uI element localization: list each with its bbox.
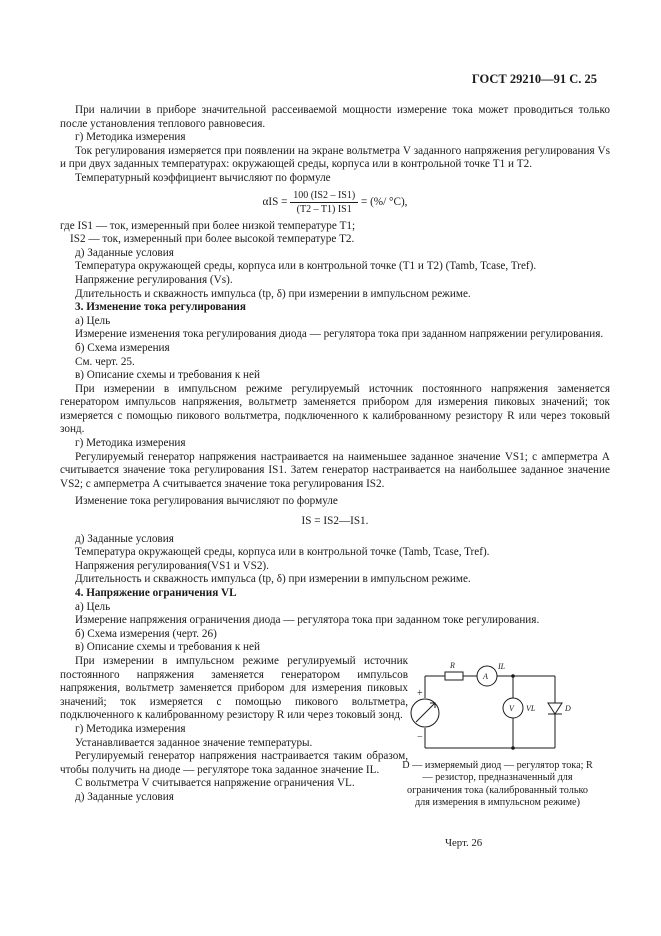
list-item: г) Методика измерения: [75, 437, 186, 450]
label-plus: +: [417, 688, 423, 699]
figure-number: Черт. 26: [445, 837, 483, 849]
formula-left: αIS =: [262, 195, 288, 208]
paragraph: Длительность и скважность импульса (tp, δ) при измерении в импульсном режиме.: [75, 573, 471, 586]
paragraph: Температура окружающей среды, корпуса или в контрольной точке (Tamb, Tcase, Tref).: [75, 546, 490, 559]
list-item: б) Схема измерения: [75, 341, 170, 354]
paragraph: См. черт. 25.: [75, 355, 135, 368]
paragraph: Изменение тока регулирования вычисляют по формуле: [75, 495, 338, 508]
paragraph: Измерение напряжения ограничения диода — регулятора тока при заданном токе регулирования.: [75, 614, 540, 627]
formula-right: = (%/ °C),: [360, 195, 408, 208]
list-item: д) Заданные условия: [75, 532, 174, 545]
definition: IS2 — ток, измеренный при более высокой температуре T2.: [70, 233, 355, 246]
figure-caption: D — измеряемый диод — регулятор тока; R — резистор, предназначенный для ограничения тока (калиброванный только для измерения в импульсном режиме): [402, 760, 593, 809]
junction-dot: [511, 674, 515, 678]
junction-dot: [511, 746, 515, 750]
page-header: ГОСТ 29210—91 С. 25: [471, 72, 597, 86]
list-item: в) Описание схемы и требования к ней: [75, 369, 260, 382]
formula-fraction: [290, 190, 358, 215]
definition: где IS1 — ток, измеренный при более низкой температуре T1;: [60, 219, 356, 232]
list-item: б) Схема измерения (черт. 26): [75, 627, 217, 640]
paragraph: Температура окружающей среды, корпуса или в контрольной точке (T1 и T2) (Tamb, Tcase, Tref).: [75, 260, 537, 273]
list-item: д) Заданные условия: [75, 790, 174, 803]
label-d: D: [565, 704, 571, 713]
list-item: в) Описание схемы и требования к ней: [75, 641, 260, 654]
list-item: а) Цель: [75, 314, 111, 327]
label-a: A: [483, 672, 488, 681]
circuit-diagram: [405, 658, 590, 753]
paragraph: Регулируемый генератор напряжения настраивается таким образом, чтобы получить на диоде — регуляторе тока заданное значение IL.: [60, 750, 408, 776]
list-item: г) Методика измерения: [75, 722, 186, 735]
formula-numerator: 100 (IS2 – IS1): [290, 190, 358, 203]
paragraph: При измерении в импульсном режиме регулируемый источник постоянного напряжения заменяется генератором импульсов напряжения, вольтметр заменяется прибором для измерения пиковых значений; ток измеряется с помощью пикового вольтметра, подключенного к калиброванному резистору R или через токовый зонд.: [60, 382, 610, 436]
list-item: г) Методика измерения: [75, 131, 186, 144]
formula-denominator: (T2 – T1) IS1: [296, 203, 352, 215]
paragraph: С вольтметра V считывается напряжение ограничения VL.: [75, 777, 355, 790]
paragraph: Напряжения регулирования(VS1 и VS2).: [75, 559, 269, 572]
paragraph: Длительность и скважность импульса (tp, δ) при измерении в импульсном режиме.: [75, 287, 471, 300]
formula-temperature-coefficient: [60, 190, 610, 215]
formula-current-change: IS = IS2—IS1.: [301, 515, 369, 528]
section-heading: 4. Напряжение ограничения VL: [75, 587, 237, 599]
paragraph: Регулируемый генератор напряжения настраивается на наименьшее заданное значение VS1; с амперметра A считывается значение тока регулирования IS1. Затем генератор настраивается на наибольшее заданное значение VS2; с амперметра A считывается значение тока регулирования IS2.: [60, 450, 610, 490]
diode-icon: [548, 703, 562, 714]
paragraph: При наличии в приборе значительной рассеиваемой мощности измерение тока может проводиться только после установления теплового равновесия.: [60, 104, 610, 130]
list-item: д) Заданные условия: [75, 246, 174, 259]
section-heading: 3. Изменение тока регулирования: [75, 301, 246, 314]
label-v: V: [509, 704, 514, 713]
paragraph: Устанавливается заданное значение температуры.: [75, 736, 313, 749]
paragraph: Напряжение регулирования (Vs).: [75, 273, 233, 286]
paragraph: Ток регулирования измеряется при появлении на экране вольтметра V заданного напряжения регулирования Vs и при двух заданных температурах: окружающей среды, корпуса или в контрольной точке T1 и T2.: [60, 144, 610, 171]
paragraph: При измерении в импульсном режиме регулируемый источник постоянного напряжения заменяется генератором импульсов напряжения, вольтметр заменяется прибором для измерения пиковых значений; ток измеряется с помощью пикового вольтметра, подключенного к калиброванному резистору R или через токовый зонд.: [60, 654, 408, 722]
voltage-source-arrow: [416, 703, 435, 722]
list-item: а) Цель: [75, 600, 111, 613]
label-il: IL: [498, 662, 506, 671]
label-minus: −: [417, 732, 423, 743]
paragraph: Температурный коэффициент вычисляют по формуле: [75, 171, 331, 184]
resistor-icon: [445, 672, 463, 680]
label-r: R: [450, 661, 455, 670]
label-vl: VL: [526, 704, 536, 713]
paragraph: Измерение изменения тока регулирования диода — регулятора тока при заданном напряжении регулирования.: [75, 328, 604, 341]
